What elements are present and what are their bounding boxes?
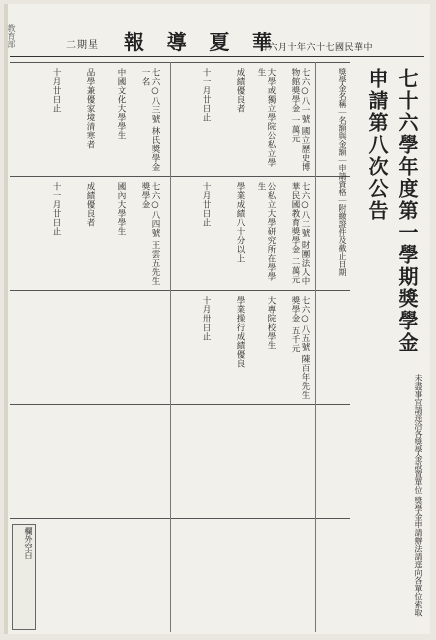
scholarship-deadline: 十月廿日止	[201, 182, 211, 227]
masthead	[124, 26, 274, 55]
column-divider	[170, 62, 171, 632]
scholarship-deadline: 十一月廿日止	[201, 68, 211, 122]
scholarship-quota: 大學或獨立學院公私立學生	[256, 68, 276, 167]
margin-stamp: 欄外空白	[12, 524, 36, 630]
scholarship-name: 七六○八四號 王雲五先生獎學金	[140, 182, 160, 286]
side-note: 未盡事宜請逕洽各獎學金設置單位 獎學金申請辦法請逕向各單位索取	[414, 374, 423, 617]
masthead-char: 夏	[209, 30, 232, 54]
publication-date: 日六月十年六十七國民華中	[259, 43, 374, 53]
row-divider	[10, 518, 350, 519]
scholarship-name: 七六○八三號 林氏獎學金 一名	[140, 68, 160, 172]
table-header: 獎學金名稱｜名額與金額｜申請資格｜附繳證件及截止日期	[338, 68, 347, 276]
scholarship-name: 七六○八二號 財團法人中華民國教育獎學金 二萬元	[290, 182, 310, 286]
scholarship-deadline: 十月卅日止	[201, 296, 211, 341]
scholarship-eligibility: 學業操行成績優良	[235, 296, 245, 368]
scholarship-eligibility: 成績優良者	[235, 68, 245, 113]
scholarship-name: 七六○八五號 陳百年先生獎學金 五千元	[290, 296, 310, 400]
row-divider	[10, 62, 350, 63]
scholarship-grid	[10, 62, 350, 632]
header-rule	[10, 56, 424, 57]
scholarship-eligibility: 成績優良者	[85, 182, 95, 227]
row-divider	[10, 176, 350, 177]
notice-title: 七十六學年度第一學期獎學金申請第八次公告	[365, 68, 419, 354]
masthead-char: 華	[251, 30, 274, 54]
scholarship-quota: 公私立大學研究所在學學生	[256, 182, 276, 281]
row-divider	[10, 290, 350, 291]
scholarship-quota: 大專院校學生	[266, 296, 276, 350]
page-tab: 教育部	[7, 24, 16, 48]
scholarship-quota: 中國文化大學學生	[116, 68, 126, 140]
issue-label: 二期星	[66, 40, 99, 51]
scholarship-eligibility: 學業成績八十分以上	[235, 182, 245, 263]
row-divider	[10, 404, 350, 405]
scholarship-eligibility: 品學兼優家境清寒者	[85, 68, 95, 149]
masthead-char: 報	[124, 30, 146, 54]
newspaper-page	[4, 4, 430, 634]
scholarship-quota: 國內大學學生	[116, 182, 126, 236]
scholarship-deadline: 十一月廿日止	[51, 182, 61, 236]
page-edge	[4, 4, 8, 634]
scholarship-deadline: 十月廿日止	[51, 68, 61, 113]
scholarship-name: 七六○八一號 國立歷史博物館獎學金 一萬元	[290, 68, 310, 172]
masthead-char: 導	[166, 30, 189, 54]
